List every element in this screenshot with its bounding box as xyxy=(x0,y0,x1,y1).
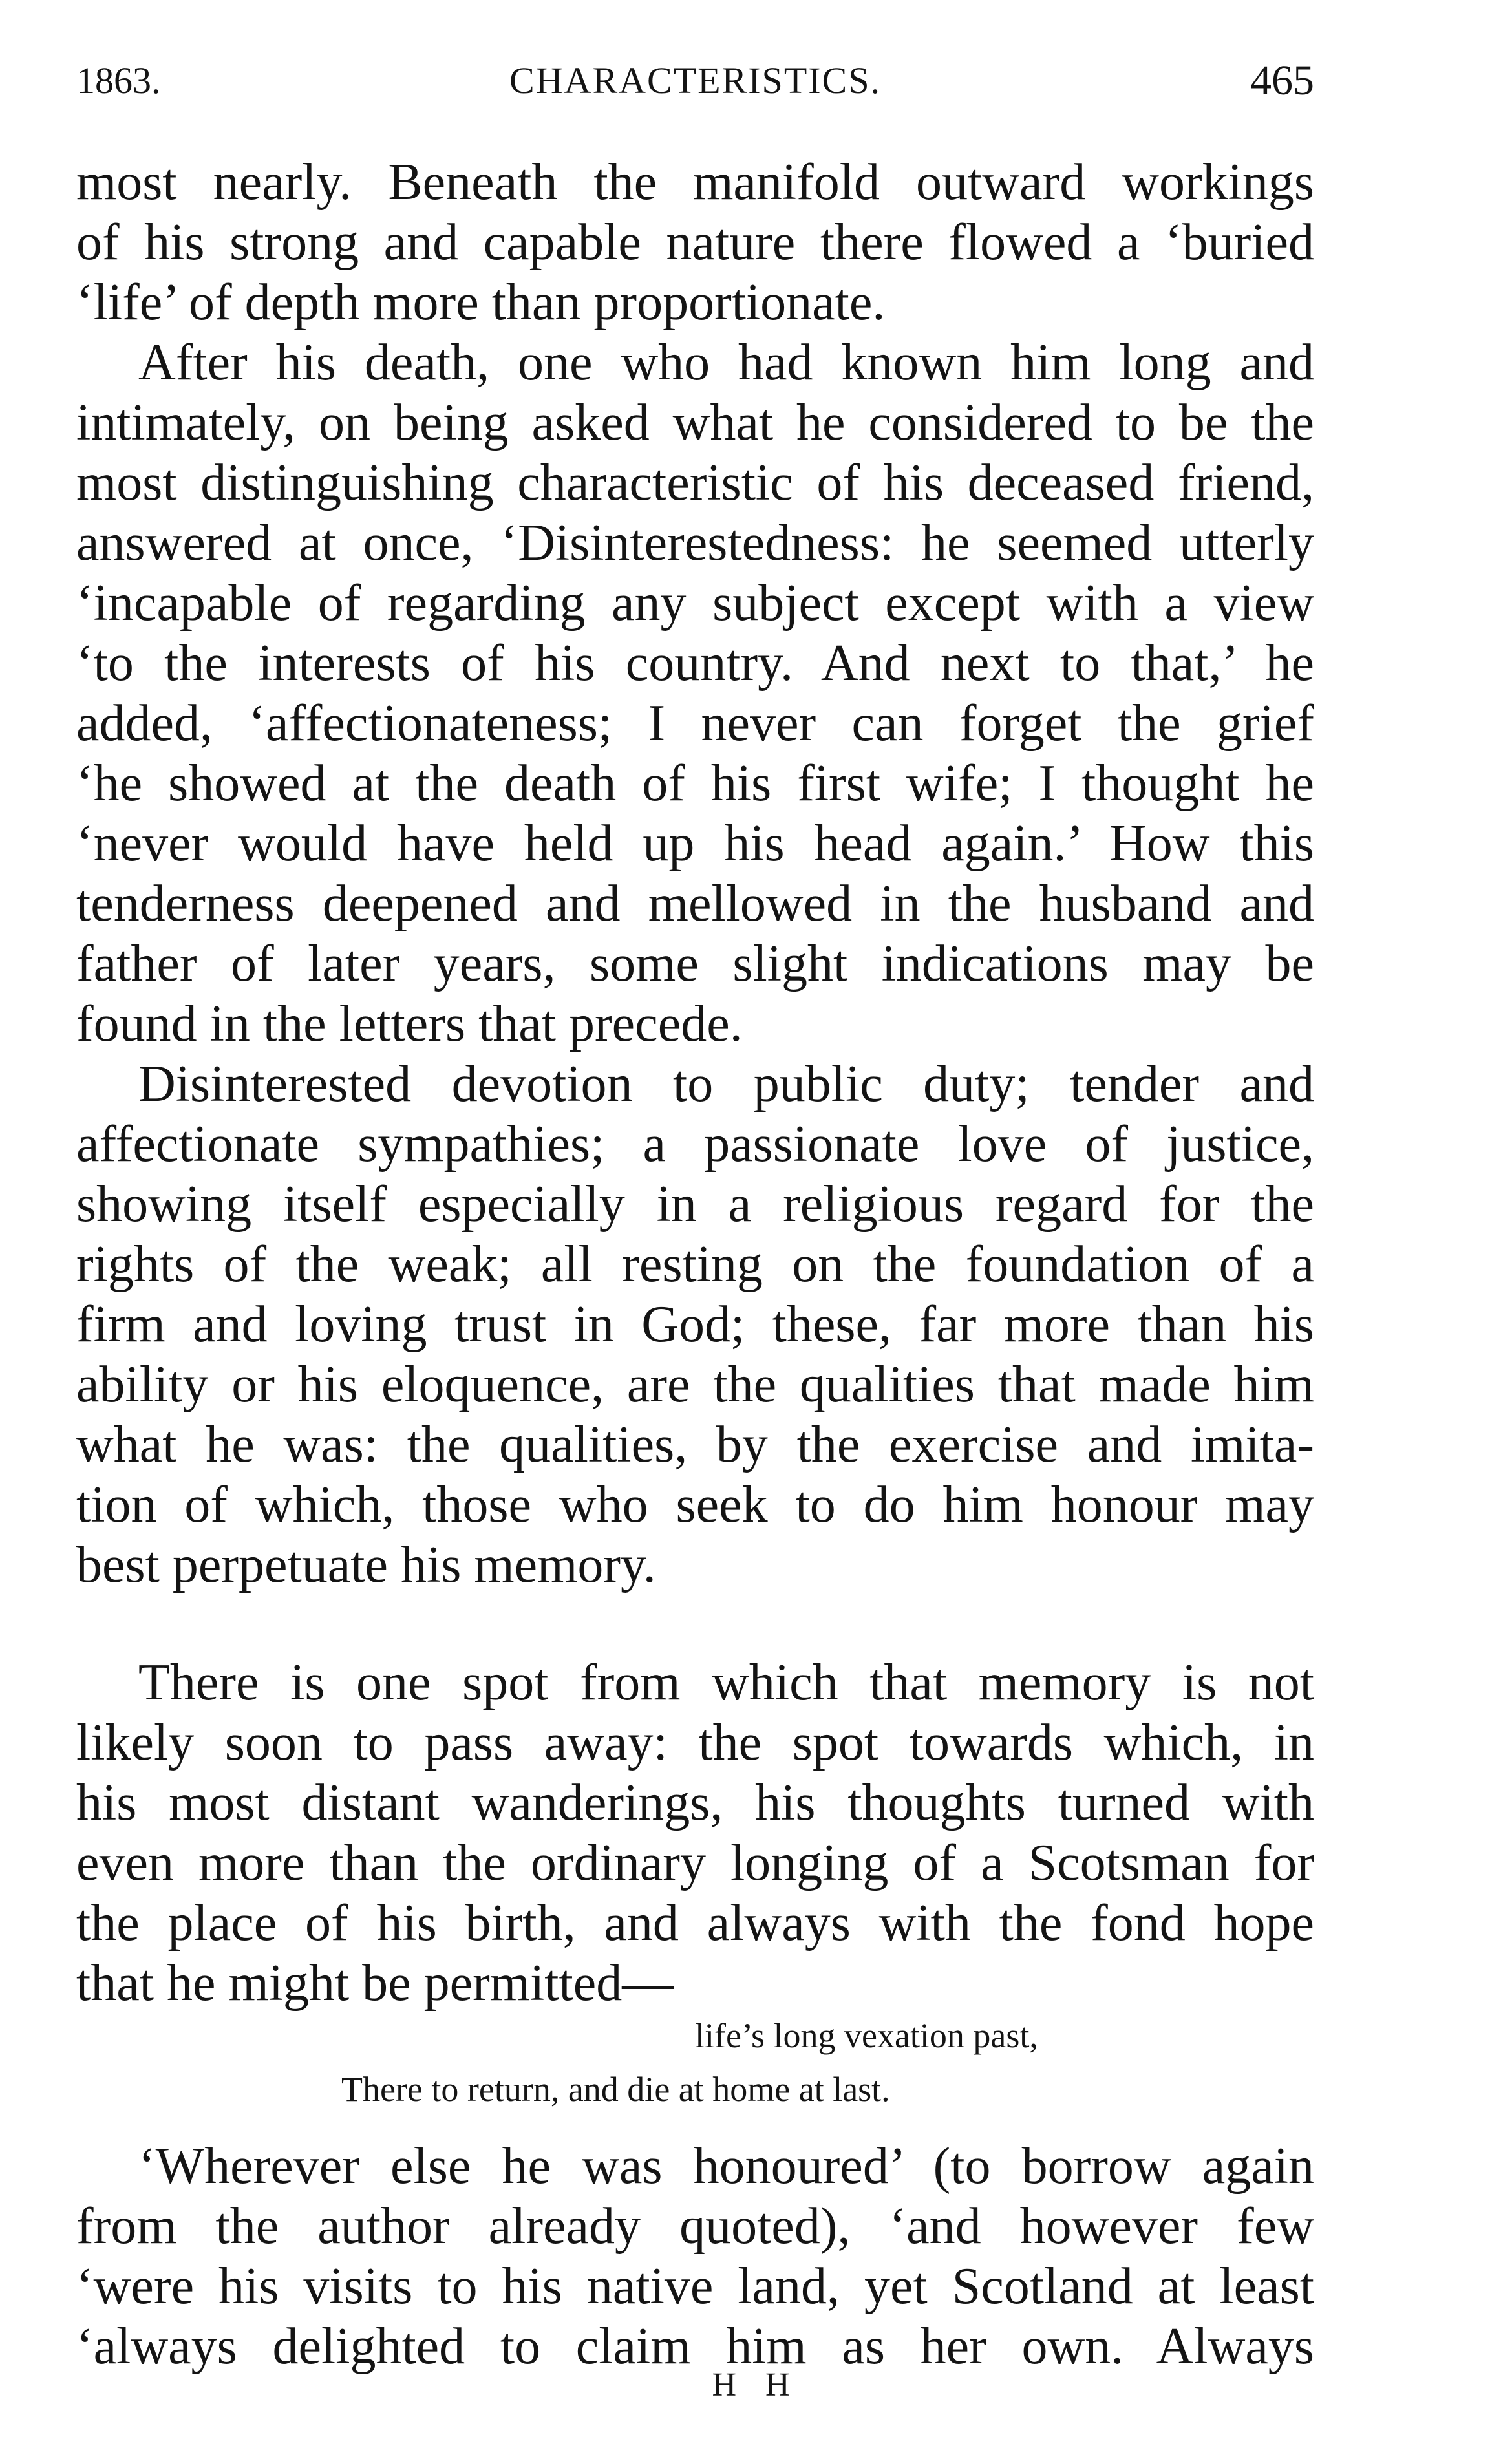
text-line: answered at once, ‘Disinterestedness: he seemed utterly xyxy=(76,515,1314,571)
paragraph-3 xyxy=(76,1054,1314,1595)
text-line: tion of which, those who seek to do him honour may xyxy=(76,1476,1314,1533)
text-line: ‘were his visits to his native land, yet Scotland at least xyxy=(76,2258,1314,2315)
verse-line-1: life’s long vexation past, xyxy=(695,2016,1038,2055)
text-line: found in the letters that precede. xyxy=(76,995,743,1052)
text-line: Disinterested devotion to public duty; tender and xyxy=(138,1056,1314,1112)
text-line: affectionate sympathies; a passionate love of justice, xyxy=(76,1116,1314,1173)
page-number: 465 xyxy=(1250,57,1314,104)
text-line: that he might be permitted— xyxy=(76,1955,674,2012)
header-title: CHARACTERISTICS. xyxy=(509,59,881,101)
text-line: added, ‘affectionateness; I never can forget the grief xyxy=(76,695,1314,752)
text-line: ‘always delighted to claim him as her own. Always xyxy=(76,2318,1314,2375)
paragraph-2 xyxy=(76,333,1314,1054)
text-line: ‘to the interests of his country. And next to that,’ he xyxy=(76,635,1314,692)
text-line: from the author already quoted), ‘and however few xyxy=(76,2198,1314,2255)
paragraph-4 xyxy=(76,1653,1314,2014)
text-line: ‘incapable of regarding any subject except with a view xyxy=(76,575,1314,632)
text-line: firm and loving trust in God; these, far more than his xyxy=(76,1296,1314,1353)
text-line: ‘life’ of depth more than proportionate. xyxy=(76,274,886,331)
text-line: most distinguishing characteristic of his deceased friend, xyxy=(76,454,1314,511)
text-line: There is one spot from which that memory is not xyxy=(138,1654,1314,1711)
text-line: what he was: the qualities, by the exercise and imita- xyxy=(76,1416,1314,1473)
text-line: ability or his eloquence, are the qualities that made him xyxy=(76,1356,1314,1413)
text-line: his most distant wanderings, his thoughts turned with xyxy=(76,1774,1314,1831)
text-line: intimately, on being asked what he considered to be the xyxy=(76,394,1314,451)
text-line: of his strong and capable nature there flowed a ‘buried xyxy=(76,214,1314,271)
running-header xyxy=(76,45,1314,116)
text-line: tenderness deepened and mellowed in the husband and xyxy=(76,875,1314,932)
text-line: the place of his birth, and always with the fond hope xyxy=(76,1895,1314,1952)
header-year: 1863. xyxy=(76,59,161,101)
paragraph-5 xyxy=(76,2136,1314,2377)
paragraph-1 xyxy=(76,153,1314,333)
text-line: After his death, one who had known him long and xyxy=(138,334,1314,391)
text-line: father of later years, some slight indications may be xyxy=(76,935,1314,992)
verse-line-2: There to return, and die at home at last. xyxy=(341,2070,890,2109)
text-line: showing itself especially in a religious regard for the xyxy=(76,1176,1314,1233)
text-line: ‘Wherever else he was honoured’ (to borrow again xyxy=(138,2138,1314,2195)
text-line: most nearly. Beneath the manifold outward workings xyxy=(76,154,1314,211)
text-line: ‘never would have held up his head again.’ How this xyxy=(76,815,1314,872)
text-line: even more than the ordinary longing of a Scotsman for xyxy=(76,1835,1314,1891)
text-line: rights of the weak; all resting on the foundation of a xyxy=(76,1236,1314,1293)
signature-mark: H H xyxy=(712,2367,800,2403)
text-line: likely soon to pass away: the spot towards which, in xyxy=(76,1714,1314,1771)
text-line: ‘he showed at the death of his first wife; I thought he xyxy=(76,755,1314,812)
text-line: best perpetuate his memory. xyxy=(76,1537,656,1593)
